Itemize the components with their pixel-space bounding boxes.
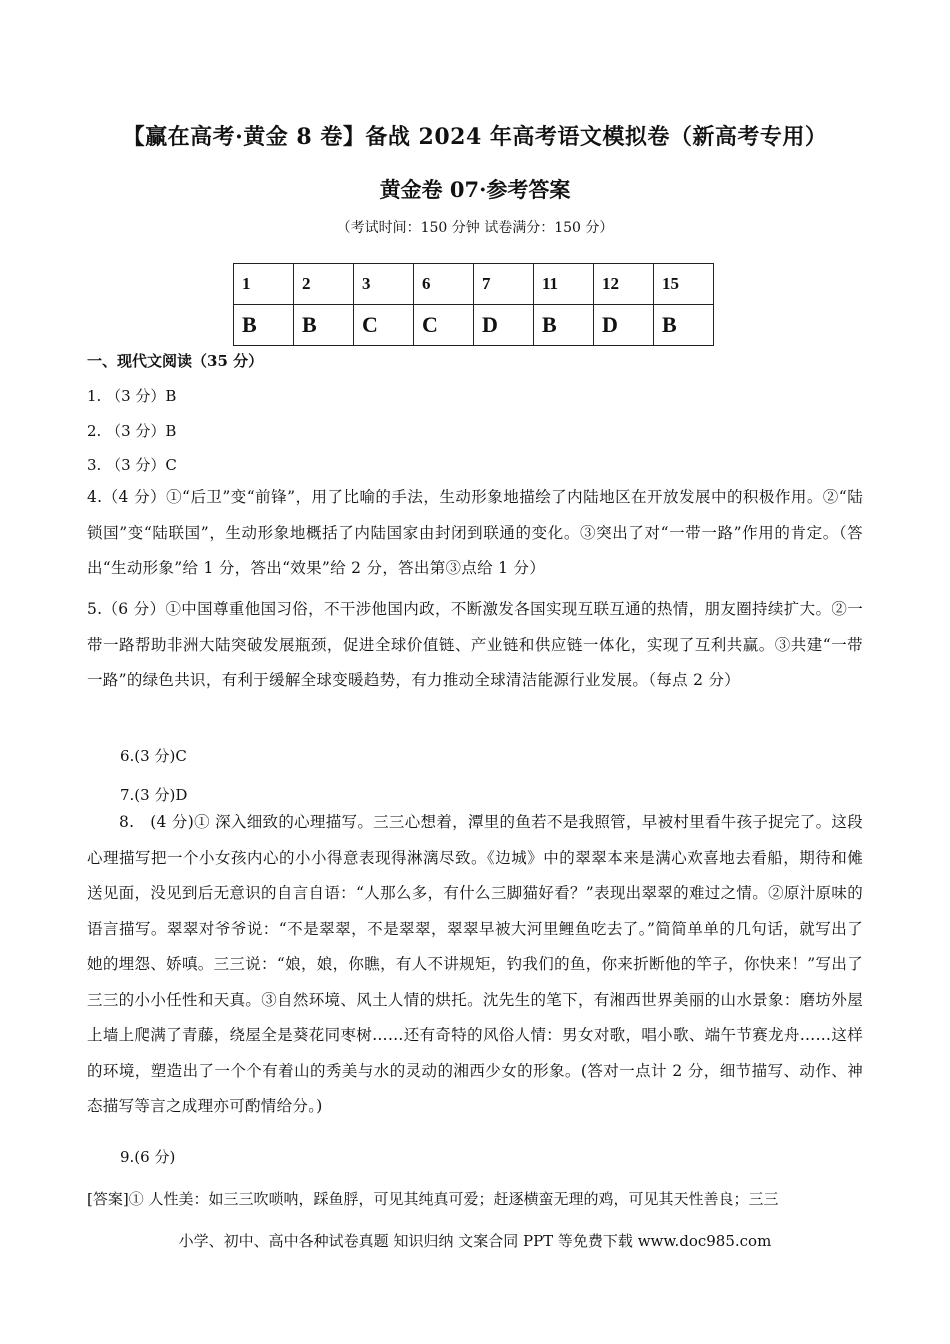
question-number-cell: 7 — [474, 264, 534, 305]
answer-cell: D — [474, 305, 534, 346]
answer-cell: B — [534, 305, 594, 346]
answer-q4: 4.（4 分）①“后卫”变“前锋”，用了比喻的手法，生动形象地描绘了内陆地区在开放发展中的积极作用。②“陆锁国”变“陆联国”，生动形象地概括了内陆国家由封闭到联通的变化。③突出了对“一带一路”作用的肯定。（答出“生动形象”给 1 分，答出“效果”给 2 分，答出第③点给 1 分） — [87, 488, 863, 577]
answer-cell: B — [654, 305, 714, 346]
question-number-cell: 2 — [294, 264, 354, 305]
exam-info: （考试时间：150 分钟 试卷满分：150 分） — [336, 220, 614, 236]
answer-table — [233, 263, 714, 346]
document-title: 【赢在高考·黄金 8 卷】备战 2024 年高考语文模拟卷（新高考专用） — [122, 124, 828, 150]
question-number-cell: 1 — [234, 264, 294, 305]
answer-q6: 6.(3 分)C — [120, 747, 187, 765]
footer-text: 小学、初中、高中各种试卷真题 知识归纳 文案合同 PPT 等免费下载 www.doc985.com — [178, 1232, 772, 1250]
question-number-cell: 6 — [414, 264, 474, 305]
answer-cell: C — [354, 305, 414, 346]
answer-q3: 3. （3 分）C — [87, 456, 177, 474]
answer-q9: 9.(6 分) — [120, 1148, 176, 1166]
question-number-row — [234, 264, 714, 305]
answer-row — [234, 305, 714, 346]
answer-q2: 2. （3 分）B — [87, 422, 177, 440]
answer-q1: 1. （3 分）B — [87, 387, 177, 405]
answer-q8: 8. (4 分)① 深入细致的心理描写。三三心想着，潭里的鱼若不是我照管，早被村里看牛孩子捉完了。这段心理描写把一个小女孩内心的小小得意表现得淋漓尽致。《边城》中的翠翠本来是满心欢喜地去看船，期待和傩送见面，没见到后无意识的自言自语：“人那么多，有什么三脚猫好看？”表现出翠翠的难过之情。②原汁原味的语言描写。翠翠对爷爷说：“不是翠翠，不是翠翠，翠翠早被大河里鲤鱼吃去了。”简简单单的几句话，就写出了她的埋怨、娇嗔。三三说：“娘，娘，你瞧，有人不讲规矩，钓我们的鱼，你来折断他的竿子，你快来！”写出了三三的小小任性和天真。③自然环境、风土人情的烘托。沈先生的笔下，有湘西世界美丽的山水景象：磨坊外屋上墙上爬满了青藤，绕屋全是葵花同枣树……还有奇特的风俗人情：男女对歌，唱小歌、端午节赛龙舟……这样的环境，塑造出了一个个有着山的秀美与水的灵动的湘西少女的形象。(答对一点计 2 分，细节描写、动作、神态描写等言之成理亦可酌情给分。) — [87, 813, 863, 1115]
document-subtitle: 黄金卷 07·参考答案 — [379, 177, 571, 202]
answer-q5: 5.（6 分）①中国尊重他国习俗，不干涉他国内政，不断激发各国实现互联互通的热情，朋友圈持续扩大。②一带一路帮助非洲大陆突破发展瓶颈，促进全球价值链、产业链和供应链一体化，实现了互利共赢。③共建“一带一路”的绿色共识，有利于缓解全球变暖趋势，有力推动全球清洁能源行业发展。（每点 2 分） — [87, 600, 863, 689]
answer-cell: C — [414, 305, 474, 346]
answer-cell: D — [594, 305, 654, 346]
answer-q9-detail: [答案]① 人性美：如三三吹唢呐，踩鱼脬，可见其纯真可爱；赶逐横蛮无理的鸡，可见其天性善良；三三 — [87, 1190, 779, 1208]
question-number-cell: 12 — [594, 264, 654, 305]
question-number-cell: 3 — [354, 264, 414, 305]
question-number-cell: 15 — [654, 264, 714, 305]
answer-q7: 7.(3 分)D — [120, 786, 188, 804]
answer-cell: B — [294, 305, 354, 346]
section-heading: 一、现代文阅读（35 分） — [87, 352, 264, 370]
answer-cell: B — [234, 305, 294, 346]
question-number-cell: 11 — [534, 264, 594, 305]
